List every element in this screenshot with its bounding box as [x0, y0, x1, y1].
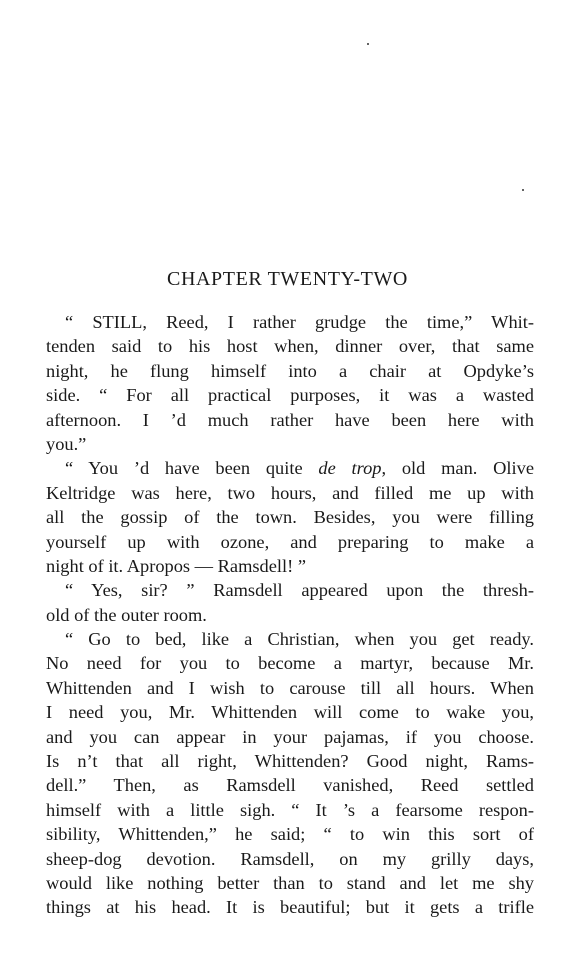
text-line: Keltridge was here, two hours, and filled me up with	[46, 482, 534, 503]
text-line: afternoon. I ’d much rather have been here with	[46, 409, 534, 430]
text-line: dell.” Then, as Ramsdell vanished, Reed settled	[46, 775, 534, 796]
text-line: sheep-dog devotion. Ramsdell, on my grilly days,	[46, 848, 534, 869]
text-fragment: , old man. Olive	[381, 458, 534, 479]
text-line: tenden said to his host when, dinner over, that same	[46, 336, 534, 357]
text-line: all the gossip of the town. Besides, you were filling	[46, 507, 534, 528]
text-line: No need for you to become a martyr, because Mr.	[46, 653, 534, 674]
text-line: things at his head. It is beautiful; but it gets a trifle	[46, 897, 534, 918]
text-line: himself with a little sigh. “ It ’s a fearsome respon-	[46, 799, 534, 820]
text-line	[46, 456, 534, 480]
text-line: “ Go to bed, like a Christian, when you get ready.	[65, 629, 534, 650]
text-line: old of the outer room.	[46, 604, 207, 625]
text-line: “ STILL, Reed, I rather grudge the time,” Whit-	[65, 312, 534, 332]
text-line: would like nothing better than to stand and let me shy	[46, 872, 534, 893]
italic-phrase: de trop	[318, 458, 382, 479]
text-fragment: “ You ’d have been quite	[65, 458, 319, 479]
text-line: Is n’t that all right, Whittenden? Good night, Rams-	[46, 751, 534, 772]
page-speck	[522, 189, 524, 191]
page-speck	[367, 43, 369, 45]
text-line: you.”	[46, 433, 87, 454]
body-text	[46, 310, 534, 920]
text-line: night, he flung himself into a chair at Opdyke’s	[46, 360, 534, 381]
text-line: sibility, Whittenden,” he said; “ to win this sort of	[46, 824, 534, 845]
text-line: I need you, Mr. Whittenden will come to wake you,	[46, 702, 534, 723]
text-line: night of it. Apropos — Ramsdell! ”	[46, 555, 307, 576]
chapter-title: CHAPTER TWENTY-TWO	[167, 268, 408, 290]
text-line: side. “ For all practical purposes, it was a wasted	[46, 385, 534, 406]
text-line: and you can appear in your pajamas, if you choose.	[46, 726, 534, 747]
text-line: Whittenden and I wish to carouse till all hours. When	[46, 677, 534, 698]
text-line: yourself up with ozone, and preparing to make a	[46, 531, 534, 552]
text-line: “ Yes, sir? ” Ramsdell appeared upon the thresh-	[65, 580, 534, 601]
